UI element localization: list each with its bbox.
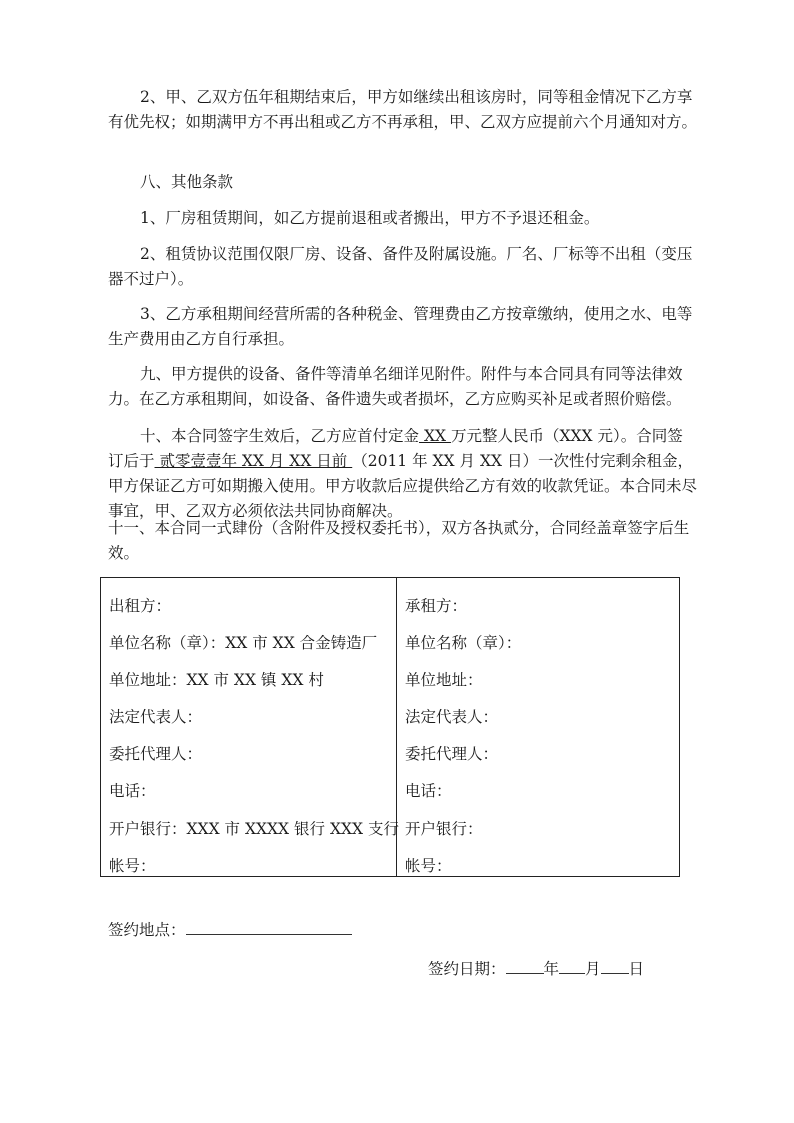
signing-place-blank xyxy=(186,918,352,935)
lessor-column xyxy=(101,578,397,876)
signing-date-label: 签约日期： xyxy=(428,960,506,978)
clause-8-3: 3、乙方承租期间经营所需的各种税金、管理费由乙方按章缴纳，使用之水、电等生产费用由乙方自行承担。 xyxy=(108,305,693,348)
year-blank xyxy=(506,957,544,974)
lessor-bank: 开户银行：XXX 市 XXXX 银行 XXX 支行 xyxy=(109,820,399,838)
lessee-agent: 委托代理人： xyxy=(405,745,499,763)
payment-deadline: 贰零壹壹年 XX 月 XX 日前 xyxy=(154,452,353,470)
clause-10 xyxy=(108,424,698,524)
lessor-unit-name: 单位名称（章）：XX 市 XX 合金铸造厂 xyxy=(109,634,378,652)
lessee-heading: 承租方： xyxy=(405,597,468,615)
signature-table xyxy=(100,577,680,877)
day-label: 日 xyxy=(628,960,645,978)
clause-9: 九、甲方提供的设备、备件等清单名细详见附件。附件与本合同具有同等法律效力。在乙方承租期间，如设备、备件遗失或者损坏，乙方应购买补足或者照价赔偿。 xyxy=(108,365,683,408)
signing-date xyxy=(428,957,644,979)
signing-place-label: 签约地点： xyxy=(108,921,186,939)
deposit-amount: XX xyxy=(419,427,451,445)
section-8-title: 八、其他条款 xyxy=(140,173,234,191)
month-label: 月 xyxy=(585,960,601,978)
lessee-bank: 开户银行： xyxy=(405,820,483,838)
clause-8-2: 2、租赁协议范围仅限厂房、设备、备件及附属设施。厂名、厂标等不出租（变压器不过户）。 xyxy=(108,245,693,288)
clause-10-part3: （2011 年 XX 月 XX 日）一次性付完剩余租金，甲方保证乙方可如期搬入使用。甲方收款后应提供给乙方有效的收款凭证。本合同未尽事宜，甲、乙双方必须依法共同协商解决。 xyxy=(108,452,698,520)
signing-place xyxy=(108,918,352,940)
lessee-column xyxy=(397,578,680,876)
lessee-legal-rep: 法定代表人： xyxy=(405,708,499,726)
lessor-legal-rep: 法定代表人： xyxy=(109,708,203,726)
lessee-phone: 电话： xyxy=(405,782,452,800)
year-label: 年 xyxy=(543,960,560,978)
clause-11: 十一、本合同一式肆份（含附件及授权委托书），双方各执贰分，合同经盖章签字后生效。 xyxy=(108,519,690,562)
lessor-phone: 电话： xyxy=(109,782,156,800)
lessee-account: 帐号： xyxy=(405,857,452,875)
clause-10-part2: 万元整人民币（XXX 元）。合同签订后于 xyxy=(108,427,683,470)
day-blank xyxy=(601,957,629,974)
lessor-agent: 委托代理人： xyxy=(109,745,203,763)
clause-7-2: 2、甲、乙双方伍年租期结束后，甲方如继续出租该房时，同等租金情况下乙方享有优先权；如期满甲方不再出租或乙方不再承租，甲、乙双方应提前六个月通知对方。 xyxy=(108,88,698,131)
lessor-address: 单位地址：XX 市 XX 镇 XX 村 xyxy=(109,671,324,689)
lessee-address: 单位地址： xyxy=(405,671,483,689)
lessee-unit-name: 单位名称（章）： xyxy=(405,634,522,652)
lessor-heading: 出租方： xyxy=(109,597,172,615)
clause-10-part1: 十、本合同签字生效后，乙方应首付定金 xyxy=(140,427,420,445)
month-blank xyxy=(559,957,585,974)
lessor-account: 帐号： xyxy=(109,857,156,875)
clause-8-1: 1、厂房租赁期间，如乙方提前退租或者搬出，甲方不予退还租金。 xyxy=(140,209,600,227)
